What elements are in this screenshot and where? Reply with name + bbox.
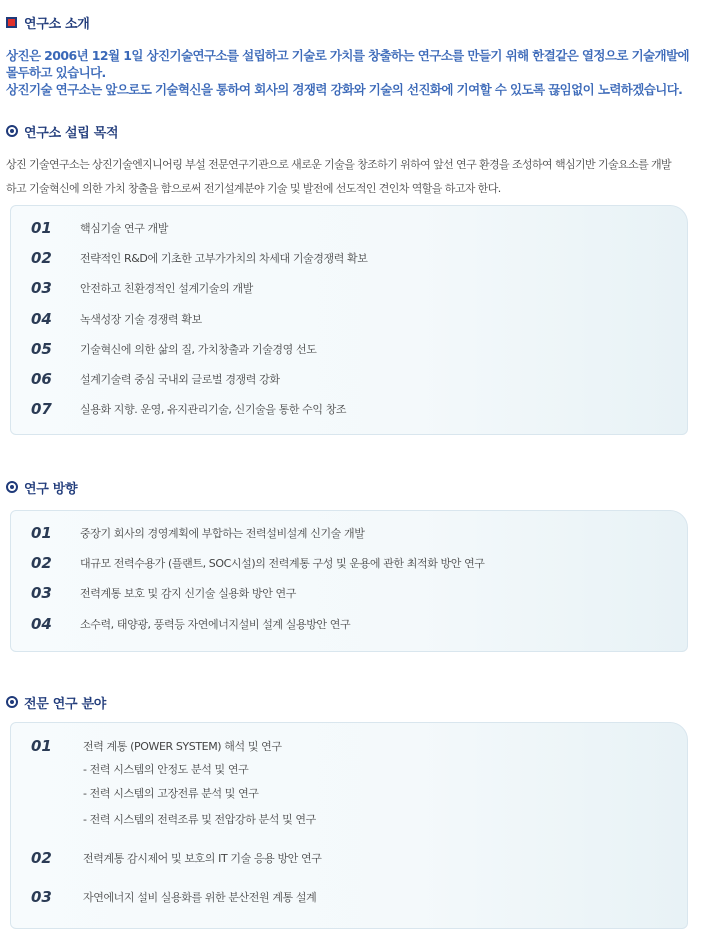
sub-item-label: - 전력 시스템의 고장전류 분석 및 연구	[83, 787, 259, 800]
page-title-text: 연구소 소개	[24, 16, 90, 32]
sub-item-label: - 전력 시스템의 안정도 분석 및 연구	[83, 763, 249, 776]
page-title	[6, 12, 90, 32]
item-label: 전략적인 R&D에 기초한 고부가가치의 차세대 기술경쟁력 확보	[80, 252, 368, 265]
item-label: 전력계통 보호 및 감지 신기술 실용화 방안 연구	[80, 587, 296, 600]
item-label: 기술혁신에 의한 삶의 질, 가치창출과 기술경영 선도	[80, 343, 317, 356]
section-title-purpose	[6, 121, 118, 141]
item-number: 03	[31, 279, 52, 297]
intro-line: 몰두하고 있습니다.	[6, 65, 106, 80]
item-number: 02	[31, 249, 52, 267]
purpose-line: 하고 기술혁신에 의한 가치 창출을 함으로써 전기설계분야 기술 및 발전에 선도적인 견인차 역할을 하고자 한다.	[6, 182, 501, 195]
item-number: 03	[31, 888, 52, 906]
item-number: 01	[31, 524, 52, 542]
item-label: 실용화 지향. 운영, 유지관리기술, 신기술을 통한 수익 창조	[80, 403, 347, 416]
section-title-text: 연구소 설립 목적	[24, 125, 119, 141]
item-number: 05	[31, 340, 52, 358]
item-number: 02	[31, 554, 52, 572]
direction-list-box	[10, 510, 688, 652]
item-number: 02	[31, 849, 52, 867]
item-number: 01	[31, 219, 52, 237]
item-label: 설계기술력 중심 국내외 글로벌 경쟁력 강화	[80, 373, 280, 386]
purpose-list-box	[10, 205, 688, 435]
intro-line: 상진기술 연구소는 앞으로도 기술혁신을 통하여 회사의 경쟁력 강화와 기술의 선진화에 기여할 수 있도록 끊임없이 노력하겠습니다.	[6, 82, 683, 97]
section-title-text: 전문 연구 분야	[24, 696, 106, 712]
item-number: 03	[31, 584, 52, 602]
item-number: 04	[31, 310, 52, 328]
item-label: 안전하고 친환경적인 설계기술의 개발	[80, 282, 253, 295]
intro-line: 상진은 2006년 12월 1일 상진기술연구소를 설립하고 기술로 가치를 창출하는 연구소를 만들기 위해 한결같은 열정으로 기술개발에	[6, 48, 689, 63]
section-title-direction	[6, 477, 77, 497]
item-label: 전력계통 감시제어 및 보호의 IT 기술 응용 방안 연구	[83, 852, 322, 865]
sub-item-label: - 전력 시스템의 전력조류 및 전압강하 분석 및 연구	[83, 813, 316, 826]
item-label: 소수력, 태양광, 풍력등 자연에너지설비 설계 실용방안 연구	[80, 618, 351, 631]
field-list-box	[10, 722, 688, 929]
intro-paragraph	[6, 47, 702, 98]
item-number: 06	[31, 370, 52, 388]
bullseye-icon	[6, 481, 18, 493]
item-number: 04	[31, 615, 52, 633]
bullseye-icon	[6, 696, 18, 708]
section-title-field	[6, 692, 106, 712]
item-label: 녹색성장 기술 경쟁력 확보	[80, 313, 202, 326]
purpose-paragraph	[6, 153, 700, 201]
item-number: 01	[31, 737, 52, 755]
square-bullet-icon	[6, 17, 17, 28]
item-label: 전력 계통 (POWER SYSTEM) 해석 및 연구	[83, 740, 282, 753]
item-label: 핵심기술 연구 개발	[80, 222, 169, 235]
item-number: 07	[31, 400, 52, 418]
section-title-text: 연구 방향	[24, 481, 78, 497]
bullseye-icon	[6, 125, 18, 137]
item-label: 자연에너지 설비 실용화를 위한 분산전원 계통 설계	[83, 891, 317, 904]
item-label: 대규모 전력수용가 (플랜트, SOC시설)의 전력계통 구성 및 운용에 관한 최적화 방안 연구	[80, 557, 485, 570]
item-label: 중장기 회사의 경영계획에 부합하는 전력설비설계 신기술 개발	[80, 527, 365, 540]
purpose-line: 상진 기술연구소는 상진기술엔지니어링 부설 전문연구기관으로 새로운 기술을 창조하기 위하여 앞선 연구 환경을 조성하여 핵심기반 기술요소를 개발	[6, 158, 672, 171]
